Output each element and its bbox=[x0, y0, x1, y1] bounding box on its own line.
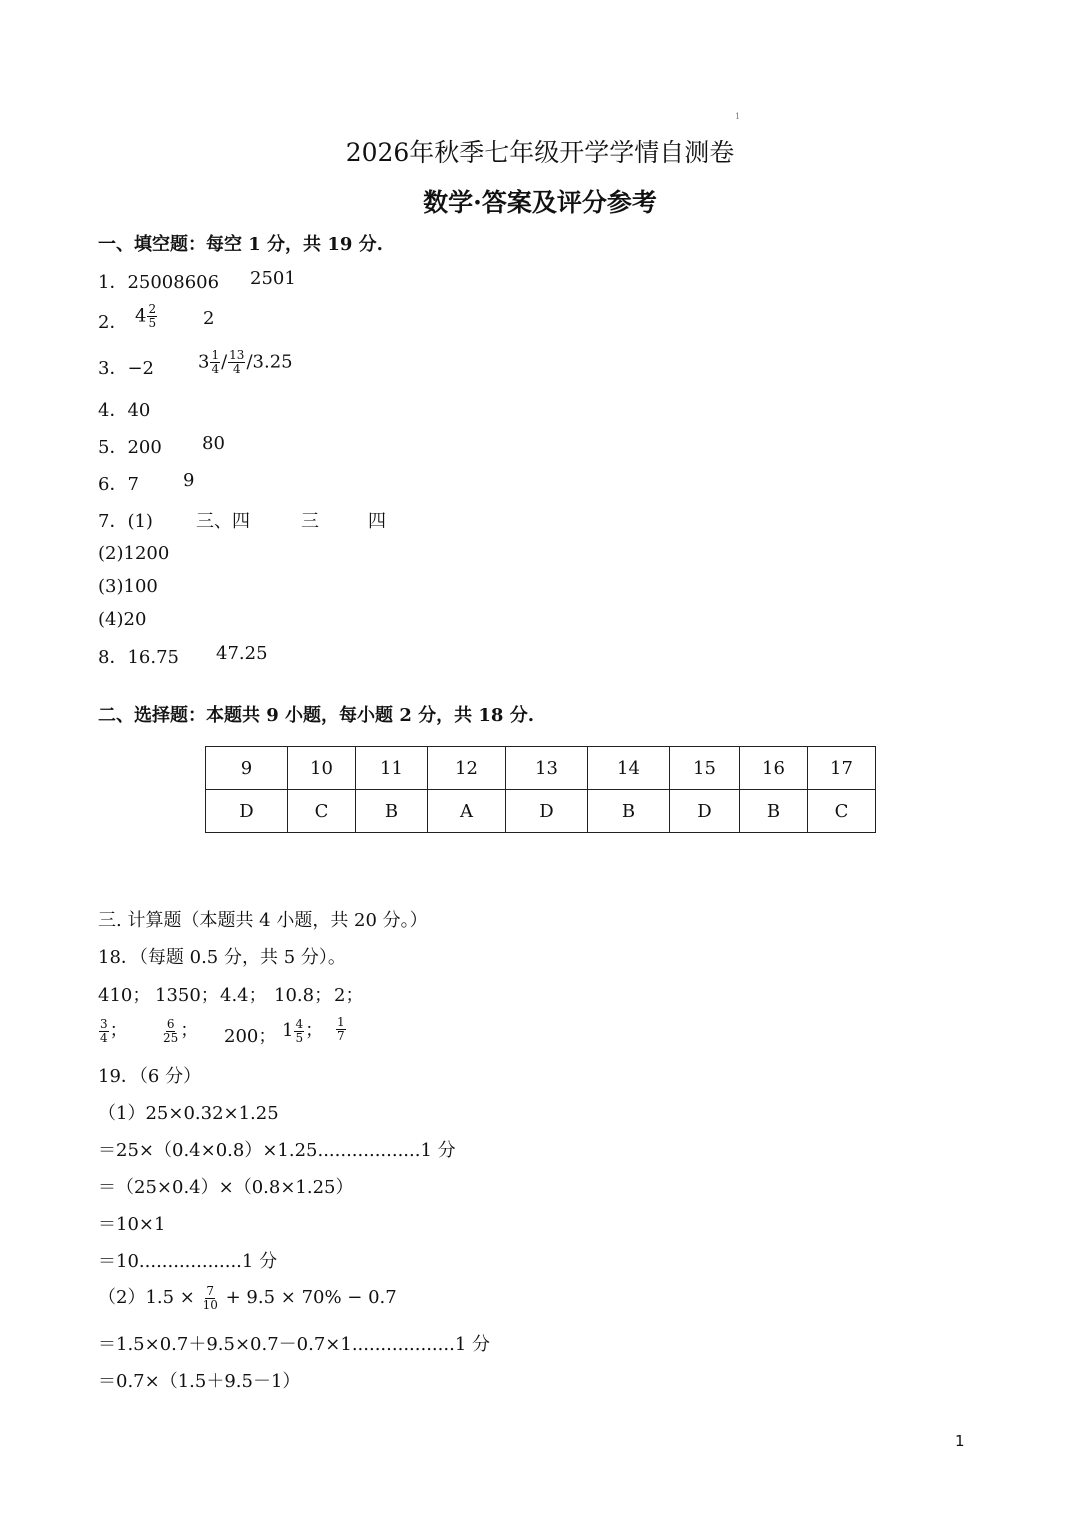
q19-step: （1）25×0.32×1.25 bbox=[98, 1103, 279, 1124]
question-number-cell: 16 bbox=[740, 747, 808, 790]
fraction-denominator: 4 bbox=[232, 362, 241, 376]
fraction-whole: 3 bbox=[198, 351, 210, 373]
page-title: 2026年秋季七年级开学学情自测卷 bbox=[345, 138, 735, 167]
answer-cell: A bbox=[428, 790, 506, 833]
fraction-numerator: 2 bbox=[148, 302, 157, 316]
question-number-cell: 11 bbox=[356, 747, 428, 790]
fraction-whole: 1 bbox=[282, 1020, 294, 1041]
answer-cell: D bbox=[206, 790, 288, 833]
q18-fraction-5 bbox=[335, 1016, 347, 1043]
q18-answer: 4.4； bbox=[220, 985, 267, 1006]
q18-fraction-1 bbox=[98, 1016, 128, 1045]
q18-answer: 200； bbox=[224, 1026, 277, 1047]
q19-step: ＝10..................1 分 bbox=[98, 1251, 278, 1272]
q18-fraction-2 bbox=[161, 1016, 198, 1045]
answer-3-a: 3．−2 bbox=[98, 358, 154, 379]
q19-part-2-label: （2） bbox=[98, 1287, 146, 1308]
question-number-cell: 14 bbox=[588, 747, 670, 790]
fraction-numerator: 13 bbox=[229, 348, 245, 362]
section-2-heading: 二、选择题：本题共 9 小题，每小题 2 分，共 18 分. bbox=[98, 705, 534, 726]
answer-8-b: 47.25 bbox=[216, 643, 268, 664]
q18-answer: 410； bbox=[98, 985, 151, 1006]
answer-1-b: 2501 bbox=[250, 268, 296, 289]
choice-answer-table bbox=[205, 746, 876, 833]
question-number-cell: 9 bbox=[206, 747, 288, 790]
q18-answer: 10.8； bbox=[274, 985, 333, 1006]
question-number-cell: 17 bbox=[808, 747, 876, 790]
fraction-whole: 4 bbox=[135, 305, 147, 327]
answer-cell: D bbox=[506, 790, 588, 833]
answer-1-a: 1．25008606 bbox=[98, 272, 220, 293]
fraction-denominator: 7 bbox=[337, 1029, 345, 1043]
fraction-denominator: 4 bbox=[100, 1030, 108, 1045]
fraction-denominator: 4 bbox=[211, 362, 220, 376]
answer-7-1b: 三 bbox=[301, 511, 319, 532]
answer-7-1c: 四 bbox=[368, 511, 386, 532]
answer-cell: B bbox=[356, 790, 428, 833]
separator: ； bbox=[180, 1020, 199, 1041]
fraction-numerator: 1 bbox=[337, 1015, 345, 1029]
fraction-numerator: 4 bbox=[295, 1016, 304, 1031]
answer-7-label: 7．(1) bbox=[98, 511, 153, 532]
q19-step: ＝25×（0.4×0.8）×1.25..................1 分 bbox=[98, 1140, 456, 1161]
table-row bbox=[206, 747, 876, 790]
answer-6-b: 9 bbox=[183, 470, 195, 491]
separator: ； bbox=[305, 1020, 324, 1041]
corner-mark: 1 bbox=[735, 112, 741, 121]
answer-cell: B bbox=[740, 790, 808, 833]
answer-5-b: 80 bbox=[202, 433, 225, 454]
answer-2-b: 2 bbox=[203, 308, 215, 329]
q19-step: ＝10×1 bbox=[98, 1214, 166, 1235]
section-3-heading: 三. 计算题（本题共 4 小题，共 20 分。） bbox=[98, 910, 428, 931]
fraction-numerator: 1 bbox=[211, 348, 220, 362]
fraction-numerator: 7 bbox=[206, 1283, 215, 1298]
q18-answer: 1350； bbox=[155, 985, 219, 1006]
question-number-cell: 10 bbox=[288, 747, 356, 790]
answer-3-decimal: /3.25 bbox=[246, 351, 293, 373]
section-1-heading: 一、填空题：每空 1 分，共 19 分. bbox=[98, 234, 383, 255]
answer-4: 4．40 bbox=[98, 400, 151, 421]
fraction-numerator: 6 bbox=[166, 1016, 175, 1031]
q19-label: 19．（6 分） bbox=[98, 1066, 202, 1087]
q19-part-2-expression bbox=[98, 1283, 397, 1319]
table-row bbox=[206, 790, 876, 833]
answer-cell: C bbox=[288, 790, 356, 833]
expression-part: 1.5 × bbox=[145, 1287, 201, 1308]
fraction-denominator: 10 bbox=[202, 1297, 218, 1312]
answer-6-a: 6．7 bbox=[98, 474, 139, 495]
answer-cell: C bbox=[808, 790, 876, 833]
question-number-cell: 13 bbox=[506, 747, 588, 790]
answer-7-2: (2)1200 bbox=[98, 543, 170, 564]
answer-7-4: (4)20 bbox=[98, 609, 147, 630]
question-number-cell: 15 bbox=[670, 747, 740, 790]
answer-cell: D bbox=[670, 790, 740, 833]
q18-label: 18．（每题 0.5 分，共 5 分）。 bbox=[98, 947, 346, 968]
page-subtitle: 数学·答案及评分参考 bbox=[423, 188, 657, 217]
answer-2-label: 2． bbox=[98, 312, 128, 333]
fraction-denominator: 5 bbox=[148, 316, 157, 330]
fraction-denominator: 25 bbox=[163, 1030, 179, 1045]
fraction-denominator: 5 bbox=[295, 1030, 304, 1045]
q18-answer: 2； bbox=[334, 985, 364, 1006]
q19-step: ＝（25×0.4）×（0.8×1.25） bbox=[98, 1177, 354, 1198]
separator: ； bbox=[109, 1020, 128, 1041]
answer-2-mixed-number bbox=[135, 303, 158, 330]
q18-fraction-4 bbox=[282, 1016, 323, 1045]
fraction-numerator: 3 bbox=[100, 1016, 108, 1031]
q19-step: ＝1.5×0.7＋9.5×0.7－0.7×1..................1 分 bbox=[98, 1334, 490, 1355]
answer-7-3: (3)100 bbox=[98, 576, 158, 597]
answer-3-b: 3 $\frac{1}{4}$ / $\frac{13}{4}$ /3.25 bbox=[198, 348, 293, 376]
question-number-cell: 12 bbox=[428, 747, 506, 790]
answer-cell: B bbox=[588, 790, 670, 833]
q19-step: ＝0.7×（1.5＋9.5－1） bbox=[98, 1371, 301, 1392]
expression-part: + 9.5 × 70% − 0.7 bbox=[219, 1287, 397, 1308]
answer-8-a: 8．16.75 bbox=[98, 647, 179, 668]
page-number: 1 bbox=[955, 1432, 965, 1450]
answer-5-a: 5．200 bbox=[98, 437, 162, 458]
answer-7-1a: 三、四 bbox=[196, 511, 250, 532]
